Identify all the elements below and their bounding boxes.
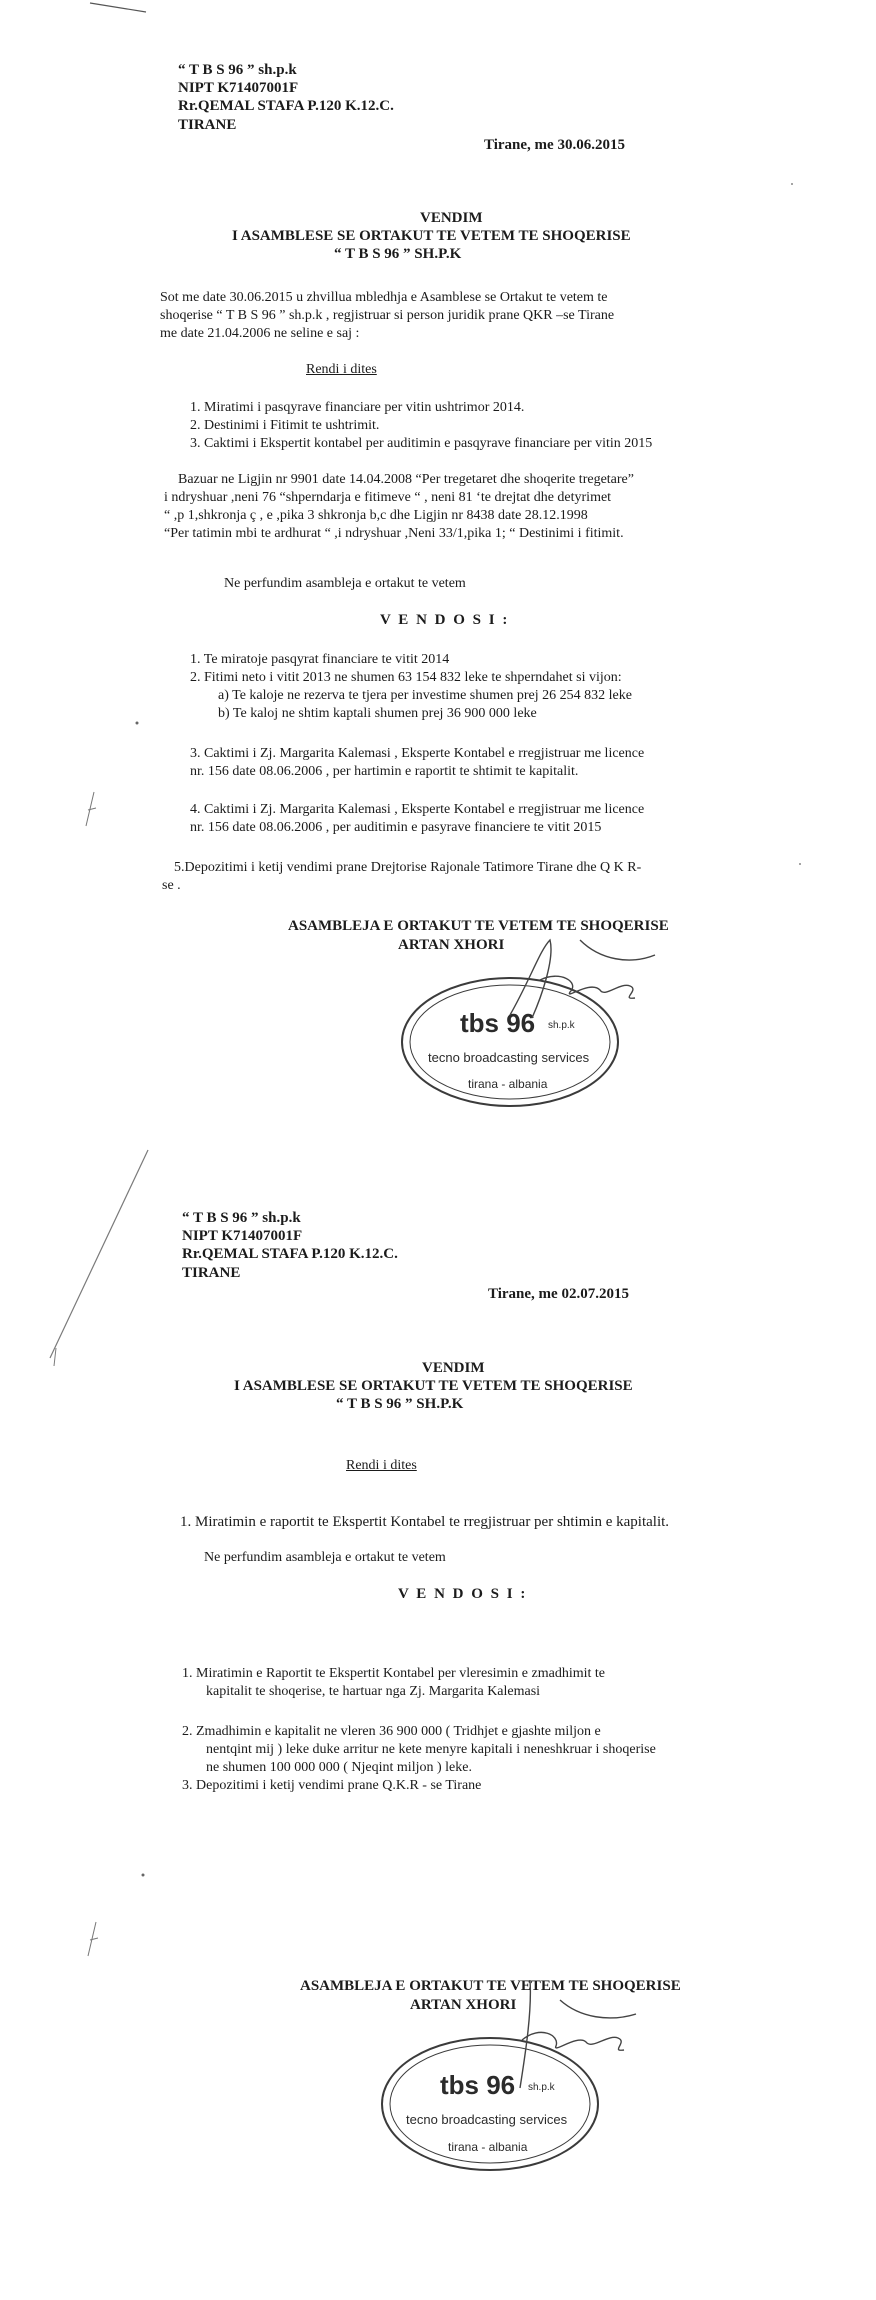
company-city: TIRANE xyxy=(178,117,237,133)
decision-item: nr. 156 date 08.06.2006 , per hartimin e raportit te shtimit te kapitalit. xyxy=(190,764,579,779)
decision-title: VENDIM xyxy=(422,1360,485,1376)
company-city: TIRANE xyxy=(182,1265,241,1281)
document-page-2 xyxy=(0,1130,876,2300)
company-nipt: NIPT K71407001F xyxy=(182,1228,303,1244)
agenda-item: 2. Destinimi i Fitimit te ushtrimit. xyxy=(190,418,380,433)
signature-title: ASAMBLEJA E ORTAKUT TE VETEM TE SHOQERISE xyxy=(288,918,669,934)
scan-dot xyxy=(796,860,804,868)
decision-item: 2. Fitimi neto i vitit 2013 ne shumen 63 154 832 leke te shperndahet si vijon: xyxy=(190,670,622,685)
agenda-heading: Rendi i dites xyxy=(346,1458,417,1473)
scan-edge-mark xyxy=(82,1920,102,1960)
stamp-logo: tbs 96 xyxy=(460,1008,536,1038)
scan-dot xyxy=(132,718,142,728)
decides-heading: V E N D O S I : xyxy=(380,612,510,628)
decision-subitem: b) Te kaloj ne shtim kaptali shumen prej 36 900 000 leke xyxy=(218,706,537,721)
company-address: Rr.QEMAL STAFA P.120 K.12.C. xyxy=(182,1246,398,1262)
legal-basis-line: i ndryshuar ,neni 76 “shperndarja e fitimeve “ , neni 81 ‘te drejtat dhe detyrimet xyxy=(164,490,612,505)
signatory-name: ARTAN XHORI xyxy=(398,937,505,953)
agenda-heading: Rendi i dites xyxy=(306,362,377,377)
decision-subitem: a) Te kaloje ne rezerva te tjera per investime shumen prej 26 254 832 leke xyxy=(218,688,632,703)
decision-item: kapitalit te shoqerise, te hartuar nga Zj. Margarita Kalemasi xyxy=(206,1684,541,1699)
agenda-item: 1. Miratimi i pasqyrave financiare per vitin ushtrimor 2014. xyxy=(190,400,525,415)
decision-item: 5.Depozitimi i ketij vendimi prane Drejtorise Rajonale Tatimore Tirane dhe Q K R- xyxy=(174,860,642,875)
scan-dot xyxy=(788,180,796,188)
decision-item: nentqint mij ) leke duke arritur ne kete menyre kapitali i neneshkruar i shoqerise xyxy=(206,1742,656,1757)
company-name: “ T B S 96 ” sh.p.k xyxy=(182,1210,301,1226)
company-name: “ T B S 96 ” sh.p.k xyxy=(178,62,297,78)
scan-edge-mark xyxy=(88,0,148,14)
decision-item: 1. Miratimin e Raportit te Ekspertit Kontabel per vleresimin e zmadhimit te xyxy=(182,1666,606,1681)
conclusion-text: Ne perfundim asambleja e ortakut te vetem xyxy=(204,1550,446,1565)
company-nipt: NIPT K71407001F xyxy=(178,80,299,96)
intro-line: shoqerise “ T B S 96 ” sh.p.k , regjistruar si person juridik prane QKR –se Tirane xyxy=(160,308,615,323)
stamp-suffix: sh.p.k xyxy=(548,1020,575,1031)
stamp-line2: tirana - albania xyxy=(468,1077,548,1091)
document-date: Tirane, me 30.06.2015 xyxy=(484,137,625,153)
decision-item: nr. 156 date 08.06.2006 , per auditimin e pasyrave financiere te vitit 2015 xyxy=(190,820,602,835)
conclusion-text: Ne perfundim asambleja e ortakut te vetem xyxy=(224,576,466,591)
handwritten-signature xyxy=(460,1970,660,2100)
legal-basis-line: “Per tatimin mbi te ardhurat “ ,i ndryshuar ,Neni 33/1,pika 1; “ Destinimi i fitimit. xyxy=(164,526,624,541)
scan-edge-mark xyxy=(80,790,100,830)
company-address: Rr.QEMAL STAFA P.120 K.12.C. xyxy=(178,98,394,114)
decision-subtitle: I ASAMBLESE SE ORTAKUT TE VETEM TE SHOQERISE xyxy=(232,228,631,244)
decision-item: se . xyxy=(162,878,181,893)
signatory-name: ARTAN XHORI xyxy=(410,1997,517,2013)
document-date: Tirane, me 02.07.2015 xyxy=(488,1286,629,1302)
stamp-line1: tecno broadcasting services xyxy=(406,2112,568,2127)
legal-basis-line: Bazuar ne Ligjin nr 9901 date 14.04.2008 “Per tregetaret dhe shoqerite tregetare” xyxy=(178,472,634,487)
intro-line: Sot me date 30.06.2015 u zhvillua mbledhja e Asamblese se Ortakut te vetem te xyxy=(160,290,608,305)
decision-company: “ T B S 96 ” SH.P.K xyxy=(336,1396,464,1412)
scan-fold-line xyxy=(44,1148,154,1368)
decision-subtitle: I ASAMBLESE SE ORTAKUT TE VETEM TE SHOQERISE xyxy=(234,1378,633,1394)
decision-item: 2. Zmadhimin e kapitalit ne vleren 36 900 000 ( Tridhjet e gjashte miljon e xyxy=(182,1724,601,1739)
stamp-line1: tecno broadcasting services xyxy=(428,1050,590,1065)
stamp-logo: tbs 96 xyxy=(440,2070,516,2100)
scan-dot xyxy=(138,1870,148,1880)
legal-basis-line: “ ,p 1,shkronja ç , e ,pika 3 shkronja b,c dhe Ligjin nr 8438 date 28.12.1998 xyxy=(164,508,588,523)
decision-item: 3. Caktimi i Zj. Margarita Kalemasi , Eksperte Kontabel e rregjistruar me licence xyxy=(190,746,645,761)
agenda-item: 1. Miratimin e raportit te Ekspertit Kontabel te rregjistruar per shtimin e kapitalit. xyxy=(180,1514,670,1530)
decision-item: ne shumen 100 000 000 ( Njeqint miljon ) leke. xyxy=(206,1760,472,1775)
decision-item: 4. Caktimi i Zj. Margarita Kalemasi , Eksperte Kontabel e rregjistruar me licence xyxy=(190,802,645,817)
signature-title: ASAMBLEJA E ORTAKUT TE VETEM TE SHOQERISE xyxy=(300,1978,681,1994)
handwritten-signature xyxy=(470,920,670,1040)
decision-item: 3. Depozitimi i ketij vendimi prane Q.K.R - se Tirane xyxy=(182,1778,482,1793)
document-page-1 xyxy=(0,0,876,1130)
decision-company: “ T B S 96 ” SH.P.K xyxy=(334,246,462,262)
stamp-suffix: sh.p.k xyxy=(528,2082,555,2093)
intro-line: me date 21.04.2006 ne seline e saj : xyxy=(160,326,360,341)
decides-heading: V E N D O S I : xyxy=(398,1586,528,1602)
decision-title: VENDIM xyxy=(420,210,483,226)
stamp-line2: tirana - albania xyxy=(448,2140,528,2154)
decision-item: 1. Te miratoje pasqyrat financiare te vitit 2014 xyxy=(190,652,450,667)
agenda-item: 3. Caktimi i Ekspertit kontabel per auditimin e pasqyrave financiare per vitin 2015 xyxy=(190,436,653,451)
